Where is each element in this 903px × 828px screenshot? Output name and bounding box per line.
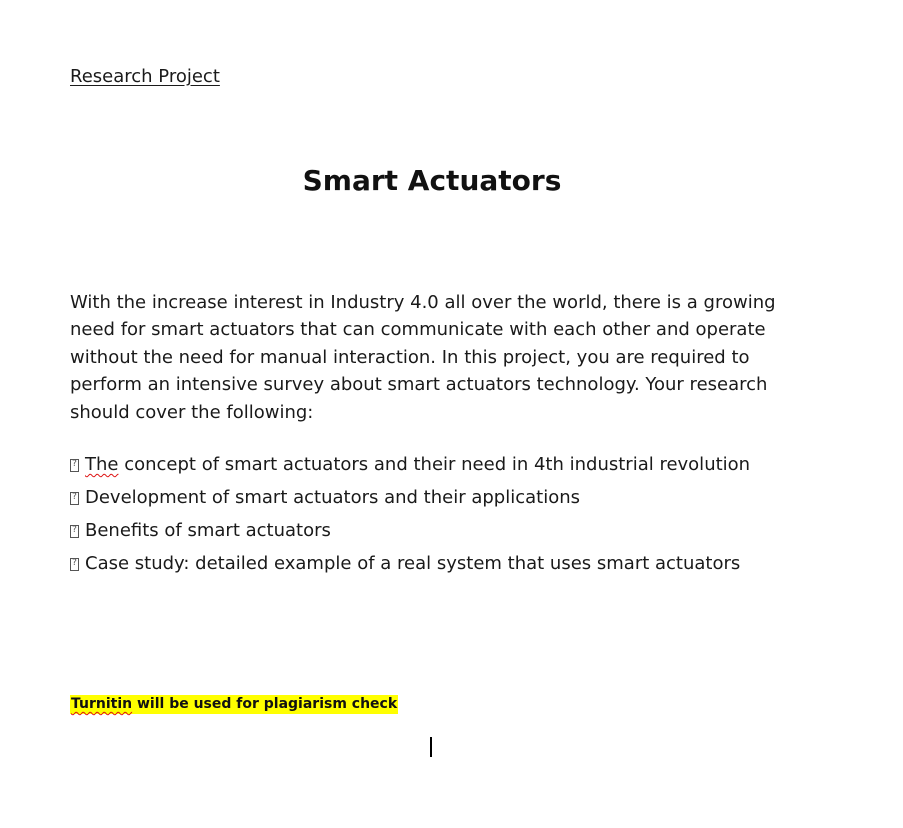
research-project-heading: Research Project — [70, 66, 220, 87]
text-cursor — [430, 737, 432, 757]
requirements-list — [70, 453, 830, 585]
list-item-text: Benefits of smart actuators — [85, 520, 331, 541]
list-item-text: The concept of smart actuators and their need in 4th industrial revolution — [85, 454, 751, 475]
list-item-text: Case study: detailed example of a real system that uses smart actuators — [85, 553, 741, 574]
list-item — [70, 486, 830, 519]
missing-glyph-bullet-icon — [70, 558, 79, 571]
plagiarism-note: Turnitin will be used for plagiarism check — [71, 696, 398, 712]
missing-glyph-bullet-icon — [70, 459, 79, 472]
spellcheck-word[interactable]: The — [85, 454, 119, 475]
intro-paragraph: With the increase interest in Industry 4.0 all over the world, there is a growing need for smart actuators that can communicate with each other and operate without the need for manual interaction. In this project, you are required to perform an intensive survey about smart actuators technology. Your research should cover the following: — [70, 292, 776, 423]
list-item — [70, 519, 830, 552]
missing-glyph-bullet-icon — [70, 525, 79, 538]
list-item — [70, 453, 830, 486]
spellcheck-word[interactable]: Turnitin — [71, 696, 133, 712]
page-title: Smart Actuators — [302, 164, 562, 197]
list-item-text: Development of smart actuators and their applications — [85, 487, 581, 508]
list-item — [70, 552, 830, 585]
missing-glyph-bullet-icon — [70, 492, 79, 505]
